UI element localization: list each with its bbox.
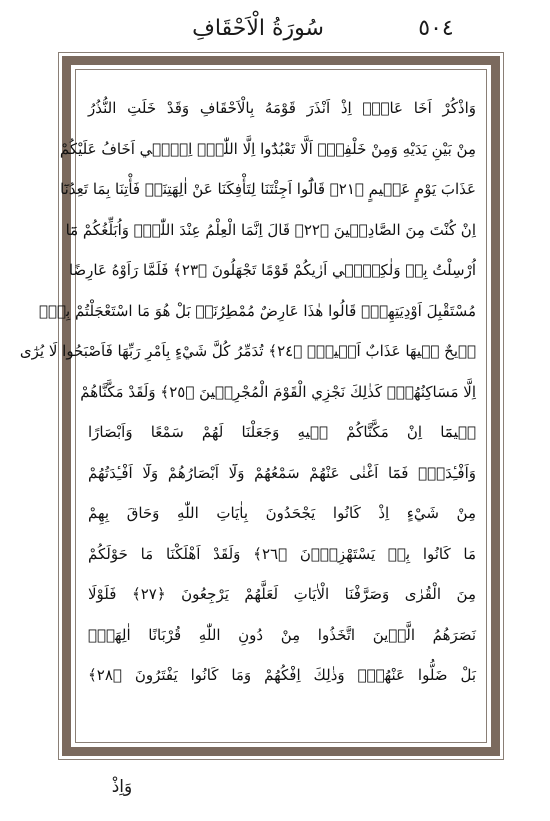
text-line-content: مِنْ شَيْءٍ اِذْ كَانُوا يَجْحَدُونَ بِاٰيَاتِ اللّٰهِ وَحَاقَ بِهِمْ: [88, 504, 476, 523]
text-line-content: اُرْسِلْتُ بِه۪ وَلٰكِنّ۪ٓي اَرٰيكُمْ قَوْمًا تَجْهَلُونَ ﴿٢٣﴾ فَلَمَّا رَاَوْهُ عَارِضًا: [68, 261, 476, 280]
text-line-content: عَذَابَ يَوْمٍ عَظ۪يمٍ ﴿٢١﴾ قَالُٓوا اَجِئْتَنَا لِتَأْفِكَنَا عَنْ اٰلِهَتِنَاۚ فَأْتِنَا بِمَا تَعِدُنَٓا: [60, 180, 476, 199]
text-line: [19, 331, 476, 372]
text-line-content: اِنْ كُنْتَ مِنَ الصَّادِق۪ينَ ﴿٢٢﴾ قَالَ اِنَّمَا الْعِلْمُ عِنْدَ اللّٰهِۘ وَاُبَلِّغُكُمْ مَٓا: [65, 220, 476, 239]
text-line-content: مُسْتَقْبِلَ اَوْدِيَتِهِمْۙ قَالُوا هٰذَا عَارِضٌ مُمْطِرُنَاۜ بَلْ هُوَ مَا اسْتَعْجَلْتُمْ بِه۪ۜ: [39, 301, 476, 320]
text-line-content: ر۪يحٌ ف۪يهَا عَذَابٌ اَل۪يمٌۙ ﴿٢٤﴾ تُدَمِّرُ كُلَّ شَيْءٍ بِاَمْرِ رَبِّهَا فَاَصْبَحُوا لَا يُرٰٓى: [19, 342, 476, 361]
verse-text-block: [19, 88, 477, 736]
page-number: ٥٠٤: [418, 16, 454, 41]
text-line: [88, 412, 476, 453]
text-line-content: ف۪يمَٓا اِنْ مَكَّنَّاكُمْ ف۪يهِ وَجَعَلْنَا لَهُمْ سَمْعًا وَاَبْصَارًا: [88, 423, 476, 442]
text-line-content: وَاذْكُرْ اَخَا عَادٍۜ اِذْ اَنْذَرَ قَوْمَهُ بِالْاَحْقَافِ وَقَدْ خَلَتِ النُّذُرُ: [88, 99, 476, 118]
text-line-content: مِنْ بَيْنِ يَدَيْهِ وَمِنْ خَلْفِه۪ٓ اَلَّا تَعْبُدُٓوا اِلَّا اللّٰهَۜ اِنّ۪ٓي اَخَافُ عَلَيْكُمْ: [59, 139, 476, 158]
text-line: [65, 210, 476, 251]
text-line: [80, 372, 476, 413]
text-line: [88, 574, 476, 615]
text-line-content: مِنَ الْقُرٰى وَصَرَّفْنَا الْاٰيَاتِ لَعَلَّهُمْ يَرْجِعُونَ ﴿٢٧﴾ فَلَوْلَا: [88, 585, 477, 604]
text-line: [39, 291, 476, 332]
text-line-content: نَصَرَهُمُ الَّذ۪ينَ اتَّخَذُوا مِنْ دُونِ اللّٰهِ قُرْبَانًا اٰلِهَةًۜ: [88, 625, 476, 644]
text-line: [88, 493, 476, 534]
text-line-content: بَلْ ضَلُّوا عَنْهُمْۚ وَذٰلِكَ اِفْكُهُمْ وَمَا كَانُوا يَفْتَرُونَ ﴿٢٨﴾: [88, 666, 476, 685]
text-line: [88, 615, 476, 656]
text-line: [88, 88, 476, 129]
surah-title: سُورَةُ الْاَحْقَافِ: [192, 16, 324, 41]
catchword: وَاِذْ: [111, 777, 133, 797]
text-line-content: مَا كَانُوا بِه۪ يَسْتَهْزِؤُ۫نَ ﴿٢٦﴾ وَلَقَدْ اَهْلَكْنَا مَا حَوْلَكُمْ: [88, 544, 477, 563]
text-line: [88, 534, 476, 575]
text-line: [68, 250, 476, 291]
text-line: [88, 655, 476, 696]
text-line: [59, 129, 476, 170]
text-line-content: اِلَّا مَسَاكِنُهُمْۜ كَذٰلِكَ نَجْزِي الْقَوْمَ الْمُجْرِم۪ينَ ﴿٢٥﴾ وَلَقَدْ مَكَّنَّاهُمْ: [80, 382, 476, 401]
text-line-content: وَاَفْـِٔدَةًۘ فَمَٓا اَغْنٰى عَنْهُمْ سَمْعُهُمْ وَلَٓا اَبْصَارُهُمْ وَلَٓا اَفْـِٔدَتُهُمْ: [88, 463, 476, 482]
text-line: [60, 169, 476, 210]
text-line: [88, 453, 476, 494]
